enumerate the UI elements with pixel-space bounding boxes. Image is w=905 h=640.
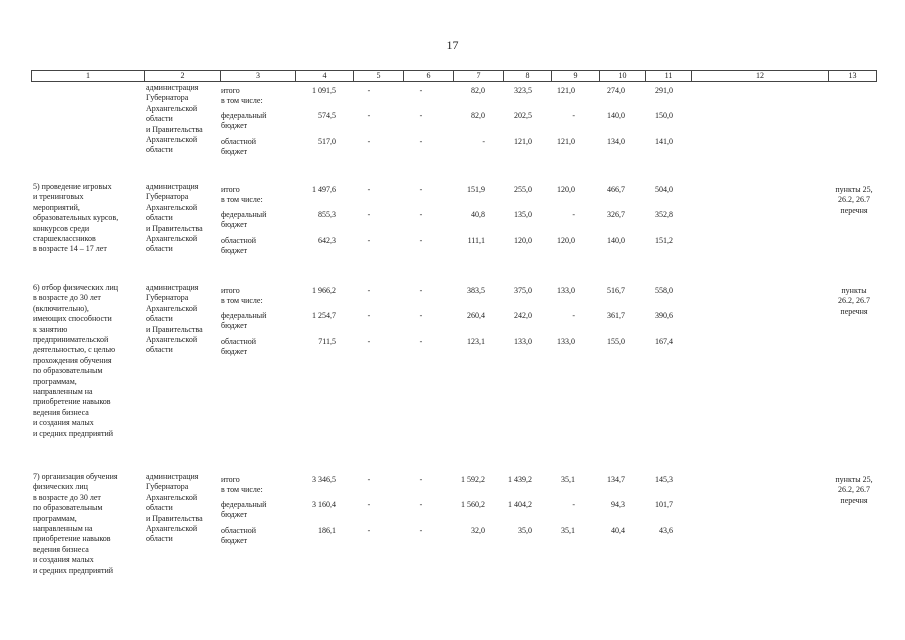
amount-col-7: 32,0	[471, 526, 485, 535]
amount-col-7: 123,1	[467, 337, 485, 346]
header-col-3: 3	[221, 71, 296, 82]
amount-col-6: -	[419, 86, 423, 95]
amount-col-4: 1 966,2	[312, 286, 336, 295]
amount-col-11: 101,7	[655, 500, 673, 509]
amount-col-7: 82,0	[471, 86, 485, 95]
amount-col-10: 134,7	[607, 475, 625, 484]
executor-name: администрация Губернатора Архангельской области и Правительства Архангельской области	[146, 472, 203, 544]
amount-col-6: -	[419, 185, 423, 194]
header-col-12: 12	[692, 71, 829, 82]
amount-col-10: 326,7	[607, 210, 625, 219]
amount-col-5: -	[367, 210, 371, 219]
amount-col-5: -	[367, 185, 371, 194]
amount-col-5: -	[367, 286, 371, 295]
amount-col-9: 133,0	[557, 337, 575, 346]
amount-col-4: 1 497,6	[312, 185, 336, 194]
amount-col-9: -	[572, 311, 575, 320]
amount-col-11: 151,2	[655, 236, 673, 245]
amount-col-6: -	[419, 337, 423, 346]
header-col-9: 9	[552, 71, 600, 82]
amount-col-7: -	[482, 137, 485, 146]
header-col-10: 10	[600, 71, 646, 82]
amount-col-9: 133,0	[557, 286, 575, 295]
column-number-header	[31, 70, 877, 82]
executor-name: администрация Губернатора Архангельской области и Правительства Архангельской области	[146, 182, 203, 254]
amount-col-10: 140,0	[607, 111, 625, 120]
amount-col-5: -	[367, 86, 371, 95]
amount-col-4: 642,3	[318, 236, 336, 245]
amount-col-8: 135,0	[514, 210, 532, 219]
amount-col-9: -	[572, 111, 575, 120]
amount-col-8: 323,5	[514, 86, 532, 95]
amount-col-8: 35,0	[518, 526, 532, 535]
reference-clauses: пункты 25, 26.2, 26.7 перечня	[835, 185, 873, 215]
amount-col-11: 167,4	[655, 337, 673, 346]
funding-source-label: федеральный бюджет	[221, 210, 267, 230]
amount-col-6: -	[419, 286, 423, 295]
amount-col-8: 1 404,2	[508, 500, 532, 509]
amount-col-6: -	[419, 475, 423, 484]
amount-col-10: 94,3	[611, 500, 625, 509]
amount-col-5: -	[367, 137, 371, 146]
activity-description: 7) организация обучения физических лиц в возрасте до 30 лет по образовательным программам, направленным на приобретение навыков ведения бизнеса и создания малых и средних предприятий	[33, 472, 118, 575]
amount-col-11: 141,0	[655, 137, 673, 146]
amount-col-11: 558,0	[655, 286, 673, 295]
amount-col-4: 711,5	[318, 337, 336, 346]
amount-col-5: -	[367, 337, 371, 346]
amount-col-10: 361,7	[607, 311, 625, 320]
amount-col-7: 1 592,2	[461, 475, 485, 484]
header-col-8: 8	[504, 71, 552, 82]
reference-clauses: пункты 26.2, 26.7 перечня	[838, 286, 870, 316]
amount-col-5: -	[367, 526, 371, 535]
amount-col-4: 3 160,4	[312, 500, 336, 509]
amount-col-8: 202,5	[514, 111, 532, 120]
amount-col-4: 3 346,5	[312, 475, 336, 484]
header-col-1: 1	[32, 71, 145, 82]
amount-col-4: 574,5	[318, 111, 336, 120]
amount-col-11: 390,6	[655, 311, 673, 320]
amount-col-6: -	[419, 137, 423, 146]
amount-col-9: -	[572, 210, 575, 219]
amount-col-11: 504,0	[655, 185, 673, 194]
amount-col-10: 134,0	[607, 137, 625, 146]
amount-col-9: -	[572, 500, 575, 509]
amount-col-6: -	[419, 111, 423, 120]
amount-col-10: 40,4	[611, 526, 625, 535]
amount-col-11: 291,0	[655, 86, 673, 95]
executor-name: администрация Губернатора Архангельской области и Правительства Архангельской области	[146, 283, 203, 355]
amount-col-7: 151,9	[467, 185, 485, 194]
activity-description: 6) отбор физических лиц в возрасте до 30 лет (включительно), имеющих способности к занятию предпринимательской деятельностью, с целью прохождения обучения по образовательным программам, направленным на приобретение навыков ведения бизнеса и создания малых и средних предприятий	[33, 283, 119, 438]
header-col-4: 4	[296, 71, 354, 82]
amount-col-9: 120,0	[557, 185, 575, 194]
amount-col-9: 120,0	[557, 236, 575, 245]
amount-col-7: 383,5	[467, 286, 485, 295]
page-number: 17	[446, 38, 459, 52]
amount-col-11: 150,0	[655, 111, 673, 120]
amount-col-10: 466,7	[607, 185, 625, 194]
amount-col-8: 133,0	[514, 337, 532, 346]
header-col-13: 13	[829, 71, 877, 82]
amount-col-8: 121,0	[514, 137, 532, 146]
amount-col-7: 111,1	[467, 236, 485, 245]
funding-source-label: областной бюджет	[221, 337, 257, 357]
header-col-2: 2	[145, 71, 221, 82]
amount-col-8: 255,0	[514, 185, 532, 194]
amount-col-6: -	[419, 500, 423, 509]
amount-col-9: 35,1	[561, 526, 575, 535]
amount-col-4: 186,1	[318, 526, 336, 535]
amount-col-5: -	[367, 500, 371, 509]
amount-col-10: 155,0	[607, 337, 625, 346]
amount-col-7: 82,0	[471, 111, 485, 120]
funding-source-label: федеральный бюджет	[221, 311, 267, 331]
amount-col-7: 260,4	[467, 311, 485, 320]
amount-col-4: 855,3	[318, 210, 336, 219]
amount-col-7: 40,8	[471, 210, 485, 219]
amount-col-6: -	[419, 210, 423, 219]
funding-source-label: областной бюджет	[221, 236, 257, 256]
header-col-11: 11	[646, 71, 692, 82]
amount-col-11: 352,8	[655, 210, 673, 219]
amount-col-4: 517,0	[318, 137, 336, 146]
amount-col-6: -	[419, 236, 423, 245]
amount-col-10: 140,0	[607, 236, 625, 245]
amount-col-8: 120,0	[514, 236, 532, 245]
header-col-7: 7	[454, 71, 504, 82]
amount-col-7: 1 560,2	[461, 500, 485, 509]
amount-col-6: -	[419, 526, 423, 535]
amount-col-5: -	[367, 311, 371, 320]
amount-col-9: 121,0	[557, 137, 575, 146]
executor-name: администрация Губернатора Архангельской области и Правительства Архангельской области	[146, 83, 203, 155]
amount-col-5: -	[367, 236, 371, 245]
amount-col-11: 145,3	[655, 475, 673, 484]
reference-clauses: пункты 25, 26.2, 26.7 перечня	[835, 475, 873, 505]
amount-col-10: 516,7	[607, 286, 625, 295]
amount-col-4: 1 091,5	[312, 86, 336, 95]
amount-col-8: 1 439,2	[508, 475, 532, 484]
amount-col-4: 1 254,7	[312, 311, 336, 320]
funding-source-label: федеральный бюджет	[221, 111, 267, 131]
funding-source-label: областной бюджет	[221, 526, 257, 546]
amount-col-5: -	[367, 111, 371, 120]
amount-col-5: -	[367, 475, 371, 484]
amount-col-6: -	[419, 311, 423, 320]
funding-source-label: итого в том числе:	[221, 185, 263, 205]
header-col-6: 6	[404, 71, 454, 82]
header-col-5: 5	[354, 71, 404, 82]
amount-col-8: 242,0	[514, 311, 532, 320]
amount-col-11: 43,6	[659, 526, 673, 535]
funding-source-label: областной бюджет	[221, 137, 257, 157]
funding-source-label: итого в том числе:	[221, 286, 263, 306]
amount-col-10: 274,0	[607, 86, 625, 95]
amount-col-9: 121,0	[557, 86, 575, 95]
activity-description: 5) проведение игровых и тренинговых мероприятий, образовательных курсов, конкурсов среди старшеклассников в возрасте 14 – 17 лет	[33, 182, 119, 254]
funding-source-label: федеральный бюджет	[221, 500, 267, 520]
amount-col-9: 35,1	[561, 475, 575, 484]
funding-source-label: итого в том числе:	[221, 86, 263, 106]
amount-col-8: 375,0	[514, 286, 532, 295]
funding-source-label: итого в том числе:	[221, 475, 263, 495]
